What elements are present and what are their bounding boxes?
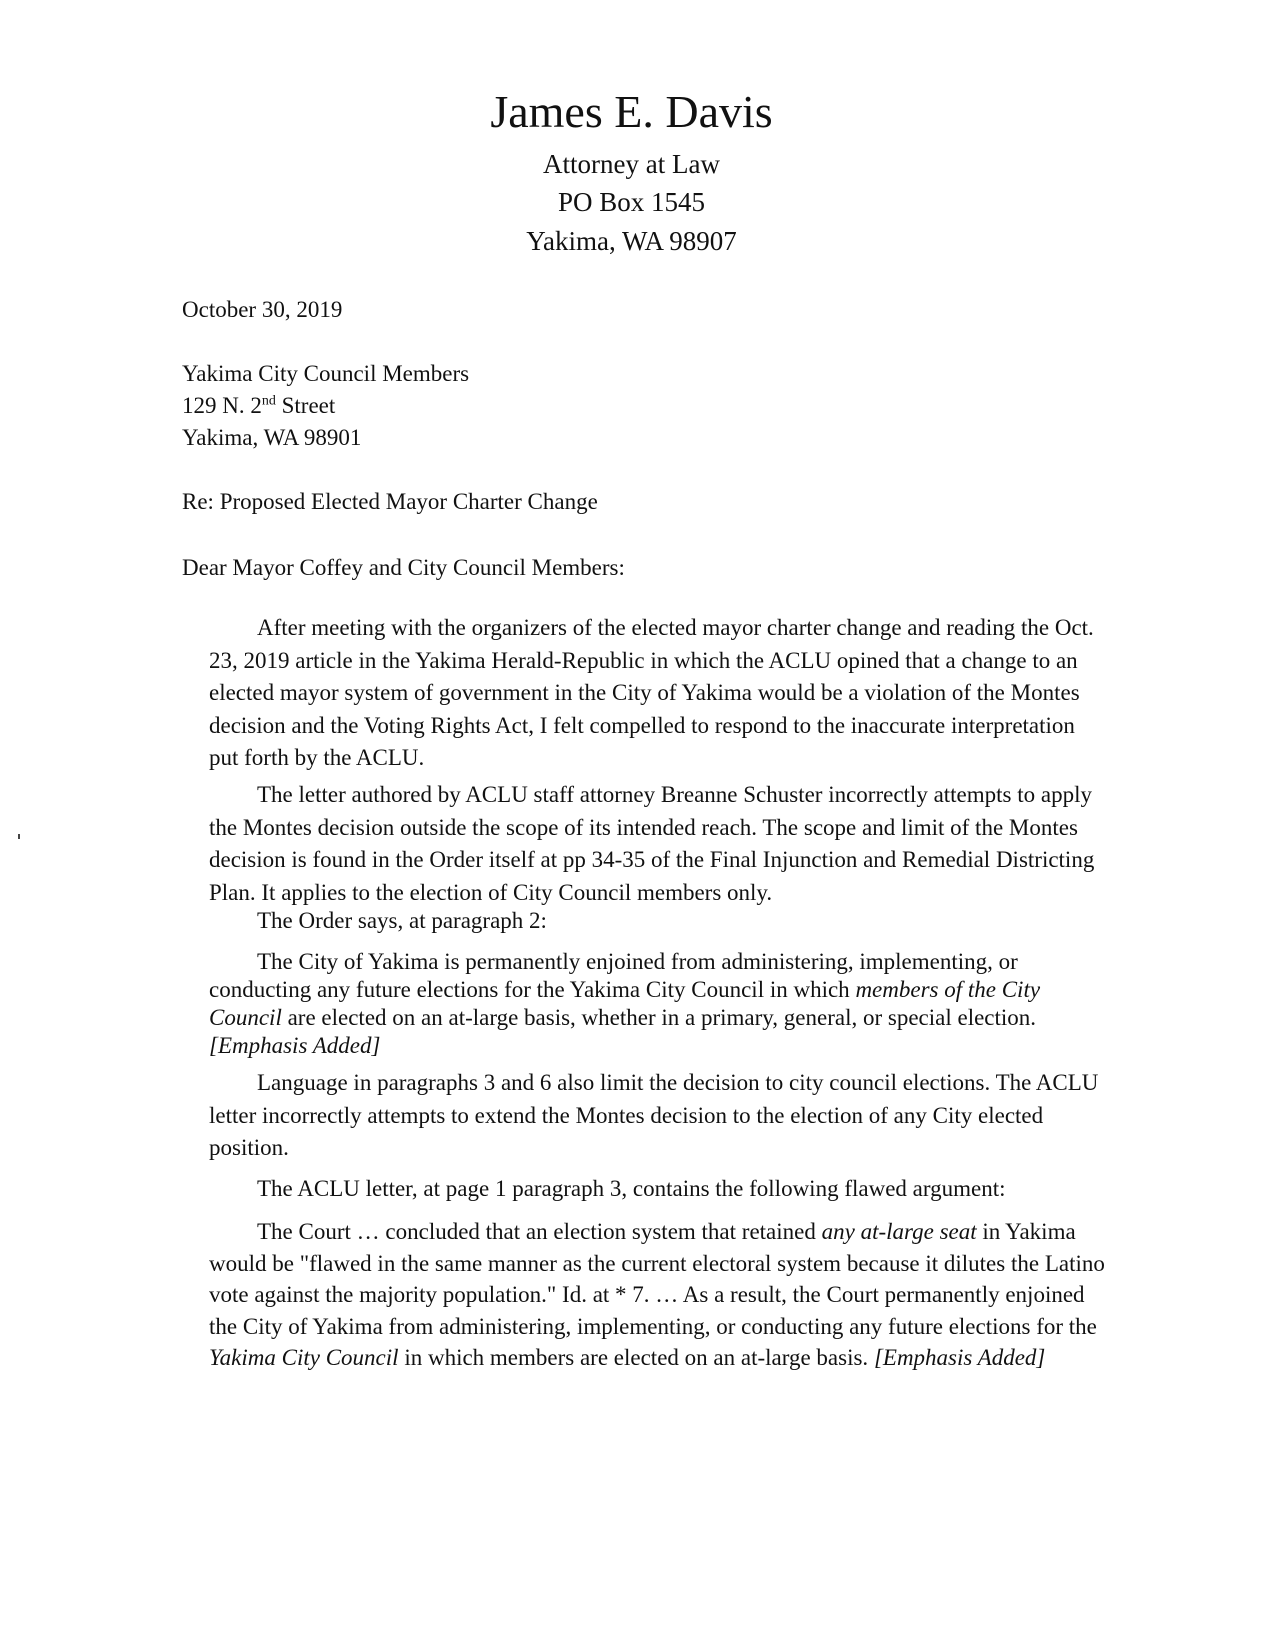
quote-2-emphasis-2: Yakima City Council	[209, 1345, 399, 1370]
recipient-address-street: Street	[275, 393, 336, 418]
quote-1-part-c: are elected on an at-large basis, whether in a primary, general, or special election.	[281, 1005, 1037, 1030]
block-quote-2-text	[209, 1216, 1109, 1374]
paragraph-4	[209, 1067, 1109, 1165]
quote-2-part-c: in Yakima would be "flawed in the same manner as the current electoral system because it dilutes the Latino vote against the majority population." Id. at * 7. … As a result, the Court permanently enjoined the City of Yakima from administering, implementing, or conducting any future elections for the	[209, 1219, 1105, 1339]
paragraph-5	[209, 1173, 1109, 1206]
letterhead-name: James E. Davis	[490, 86, 773, 137]
quote-1-emphasis-note: [Emphasis Added]	[209, 1033, 381, 1058]
recipient-line-2	[182, 390, 335, 422]
paragraph-1	[209, 612, 1109, 775]
paragraph-3	[209, 905, 1109, 938]
quote-2-part-e: in which members are elected on an at-large basis.	[398, 1345, 874, 1370]
recipient-line-1: Yakima City Council Members	[182, 361, 470, 386]
block-quote-1-text	[209, 948, 1099, 1060]
letterhead-po-box: PO Box 1545	[557, 187, 706, 217]
paragraph-4-text: Language in paragraphs 3 and 6 also limit the decision to city council elections. The ACLU letter incorrectly attempts to extend the Montes decision to the election of any City elected position.	[209, 1070, 1099, 1160]
paragraph-5-text: The ACLU letter, at page 1 paragraph 3, contains the following flawed argument:	[257, 1176, 1006, 1201]
recipient-address-ordinal: nd	[261, 393, 276, 409]
paragraph-3-text: The Order says, at paragraph 2:	[257, 908, 547, 933]
subject-line: Re: Proposed Elected Mayor Charter Change	[182, 489, 598, 514]
letterhead-city: Yakima, WA 98907	[526, 226, 737, 256]
paragraph-2-text: The letter authored by ACLU staff attorney Breanne Schuster incorrectly attempts to apply the Montes decision outside the scope of its intended reach. The scope and limit of the Montes decision is found in the Order itself at pp 34-35 of the Final Injunction and Remedial Districting Plan. It applies to the election of City Council members only.	[209, 782, 1095, 905]
quote-1-emphasis: members of the City Council	[209, 977, 1041, 1030]
block-quote-2	[209, 1216, 1109, 1374]
paragraph-1-text: After meeting with the organizers of the elected mayor charter change and reading the Oct. 23, 2019 article in the Yakima Herald-Republic in which the ACLU opined that a change to an elected mayor system of government in the City of Yakima would be a violation of the Montes decision and the Voting Rights Act, I felt compelled to respond to the inaccurate interpretation put forth by the ACLU.	[209, 615, 1094, 770]
scan-speck	[18, 834, 20, 839]
recipient-line-3: Yakima, WA 98901	[182, 425, 362, 450]
salutation: Dear Mayor Coffey and City Council Members:	[182, 555, 625, 580]
quote-2-emphasis-1: any at-large seat	[821, 1219, 977, 1244]
quote-1-part-a: The City of Yakima is permanently enjoined from administering, implementing, or conducting any future elections for the Yakima City Council in which	[209, 949, 1018, 1002]
quote-2-emphasis-note: [Emphasis Added]	[873, 1345, 1046, 1370]
quote-2-part-a: The Court … concluded that an election system that retained	[257, 1219, 822, 1244]
recipient-address-number: 129 N. 2	[182, 393, 262, 418]
letterhead-title: Attorney at Law	[543, 149, 720, 179]
block-quote-1	[209, 948, 1099, 1060]
letter-date: October 30, 2019	[182, 297, 343, 322]
paragraph-2	[209, 779, 1109, 909]
